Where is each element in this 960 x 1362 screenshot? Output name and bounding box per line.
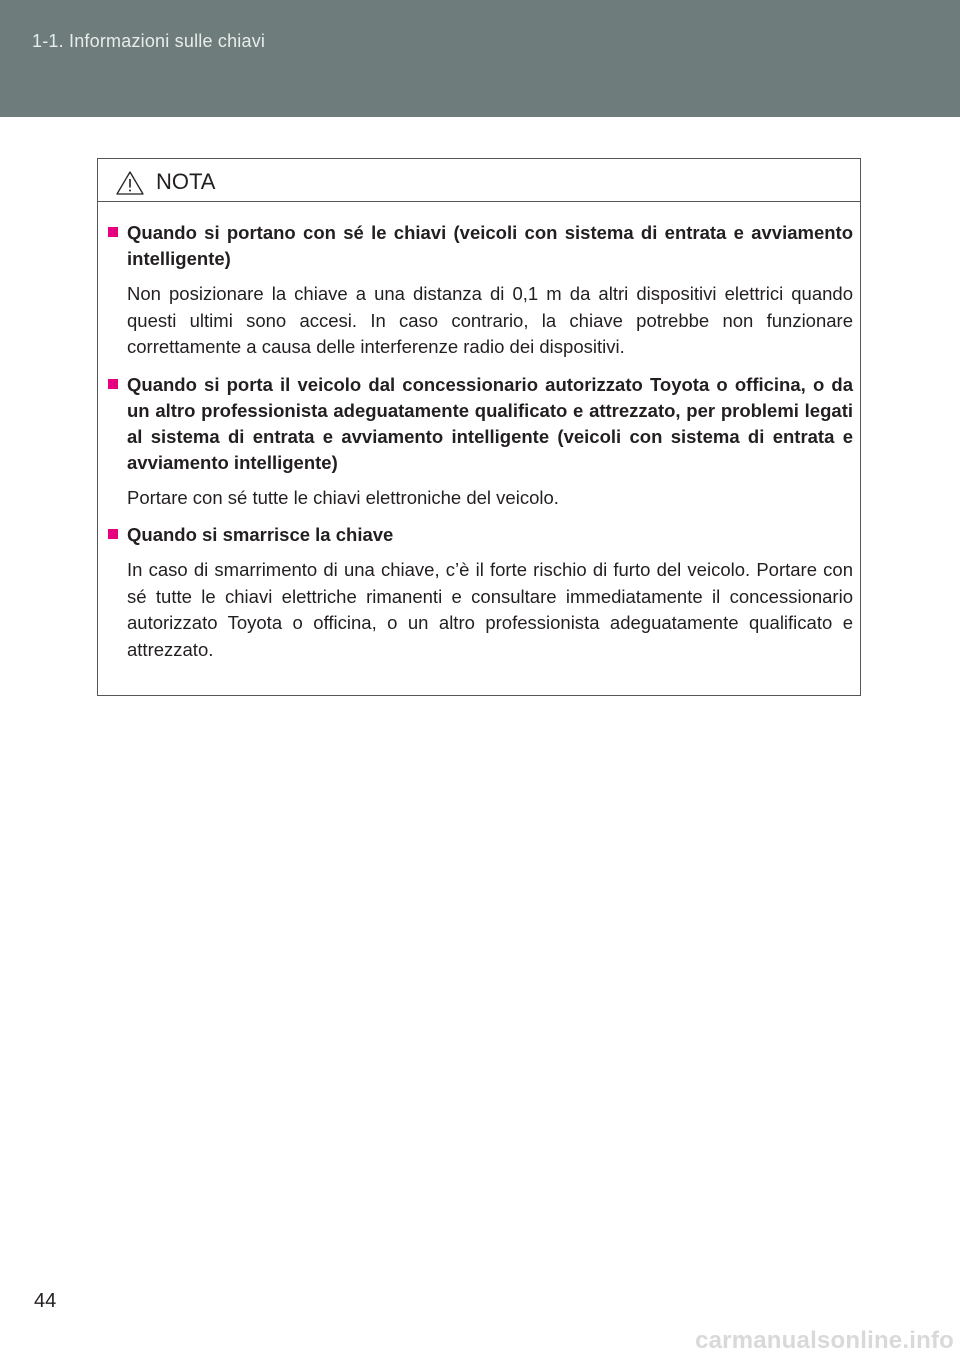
note-item-title: Quando si porta il veicolo dal concessionario autorizzato Toyota o officina, o da un altro professionista adeguatamente qualificato e attrezzato, per problemi legati al sistema di entrata e avviamento intelligente (veicoli con sistema di entrata e avviamento intelligente) [127, 373, 853, 473]
note-item-text: Portare con sé tutte le chiavi elettroniche del veicolo. [127, 486, 559, 508]
note-item [106, 220, 853, 361]
square-bullet-icon [108, 529, 118, 539]
square-bullet-icon [108, 227, 118, 237]
watermark: carmanualsonline.info [695, 1327, 954, 1354]
section-title: 1-1. Informazioni sulle chiavi [32, 31, 266, 51]
note-item-text: In caso di smarrimento di una chiave, c’è il forte rischio di furto del veicolo. Portare con sé tutte le chiavi elettriche rimanenti e consultare immediatamente il concessionario autorizzato Toyota o officina, o un altro professionista adeguatamente qualificato e attrezzato. [127, 559, 853, 660]
note-item-title: Quando si portano con sé le chiavi (veicoli con sistema di entrata e avviamento intelligente) [127, 222, 853, 269]
page-number: 44 [34, 1290, 57, 1312]
page-header [0, 0, 960, 117]
note-box [97, 158, 861, 696]
note-label: NOTA [156, 169, 216, 194]
note-item-title: Quando si smarrisce la chiave [127, 524, 394, 545]
note-header [98, 159, 860, 202]
note-body [98, 202, 860, 663]
square-bullet-icon [108, 379, 118, 389]
note-item [106, 372, 853, 512]
warning-triangle-icon [115, 170, 145, 196]
note-item [106, 522, 853, 663]
note-item-text: Non posizionare la chiave a una distanza di 0,1 m da altri dispositivi elettrici quando questi ultimi sono accesi. In caso contrario, la chiave potrebbe non funzionare correttamente a causa delle interferenze radio dei dispositivi. [127, 283, 853, 357]
